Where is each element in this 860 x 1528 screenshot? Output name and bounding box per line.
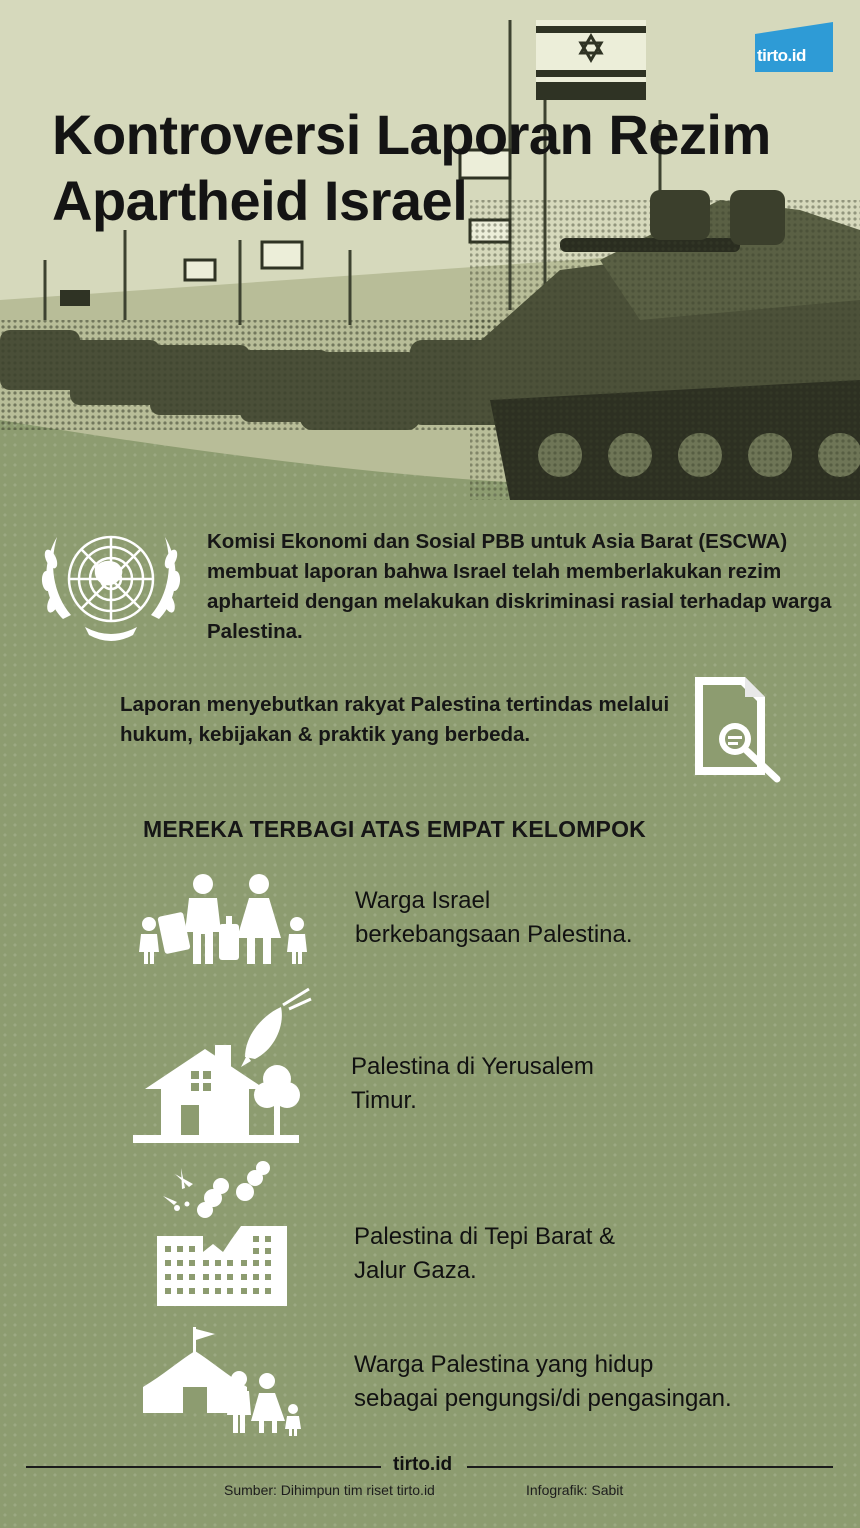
- group-3-line-2: Jalur Gaza.: [354, 1257, 477, 1284]
- groups-heading: MEREKA TERBAGI ATAS EMPAT KELOMPOK: [143, 816, 646, 842]
- group-1-text: [355, 884, 633, 952]
- group-3-text: [354, 1220, 615, 1288]
- bombed-building-icon: [155, 1160, 295, 1310]
- footer-brand: tirto.id: [393, 1454, 453, 1475]
- hero-tanks-photo: [0, 0, 860, 520]
- group-3-line-1: Palestina di Tepi Barat &: [354, 1223, 616, 1250]
- refugee-tent-icon: [143, 1325, 308, 1437]
- infographic-credit: Infografik: Sabit: [526, 1482, 624, 1498]
- family-luggage-icon: [133, 872, 313, 966]
- un-emblem-icon: [35, 519, 187, 647]
- group-2-text: [351, 1050, 594, 1118]
- report-description: Laporan menyebutkan rakyat Palestina tertindas melalui hukum, kebijakan & praktik yang berbeda.: [120, 693, 670, 746]
- group-1-line-2: berkebangsaan Palestina.: [355, 921, 633, 948]
- group-1-line-1: Warga Israel: [355, 887, 491, 914]
- footer-divider-right: [467, 1466, 833, 1468]
- page-title-line-2: Apartheid Israel: [52, 169, 468, 232]
- page-title: [52, 102, 771, 234]
- group-4-line-1: Warga Palestina yang hidup: [354, 1351, 654, 1378]
- page-title-line-1: Kontroversi Laporan Rezim: [52, 103, 771, 166]
- group-2-line-2: Timur.: [351, 1087, 417, 1114]
- group-4-text: [354, 1348, 732, 1416]
- group-4-line-2: sebagai pengungsi/di pengasingan.: [354, 1385, 732, 1412]
- footer-divider-left: [26, 1466, 381, 1468]
- tirto-logo-text: tirto.id: [757, 46, 806, 65]
- group-2-line-1: Palestina di Yerusalem: [351, 1053, 594, 1080]
- source-credit: Sumber: Dihimpun tim riset tirto.id: [224, 1482, 435, 1498]
- document-search-icon: [693, 675, 785, 785]
- house-rocket-icon: [133, 985, 313, 1147]
- escwa-description: Komisi Ekonomi dan Sosial PBB untuk Asia Barat (ESCWA) membuat laporan bahwa Israel telah memberlakukan rezim apharteid dengan melakukan diskriminasi rasial terhadap warga Palestina.: [207, 530, 832, 643]
